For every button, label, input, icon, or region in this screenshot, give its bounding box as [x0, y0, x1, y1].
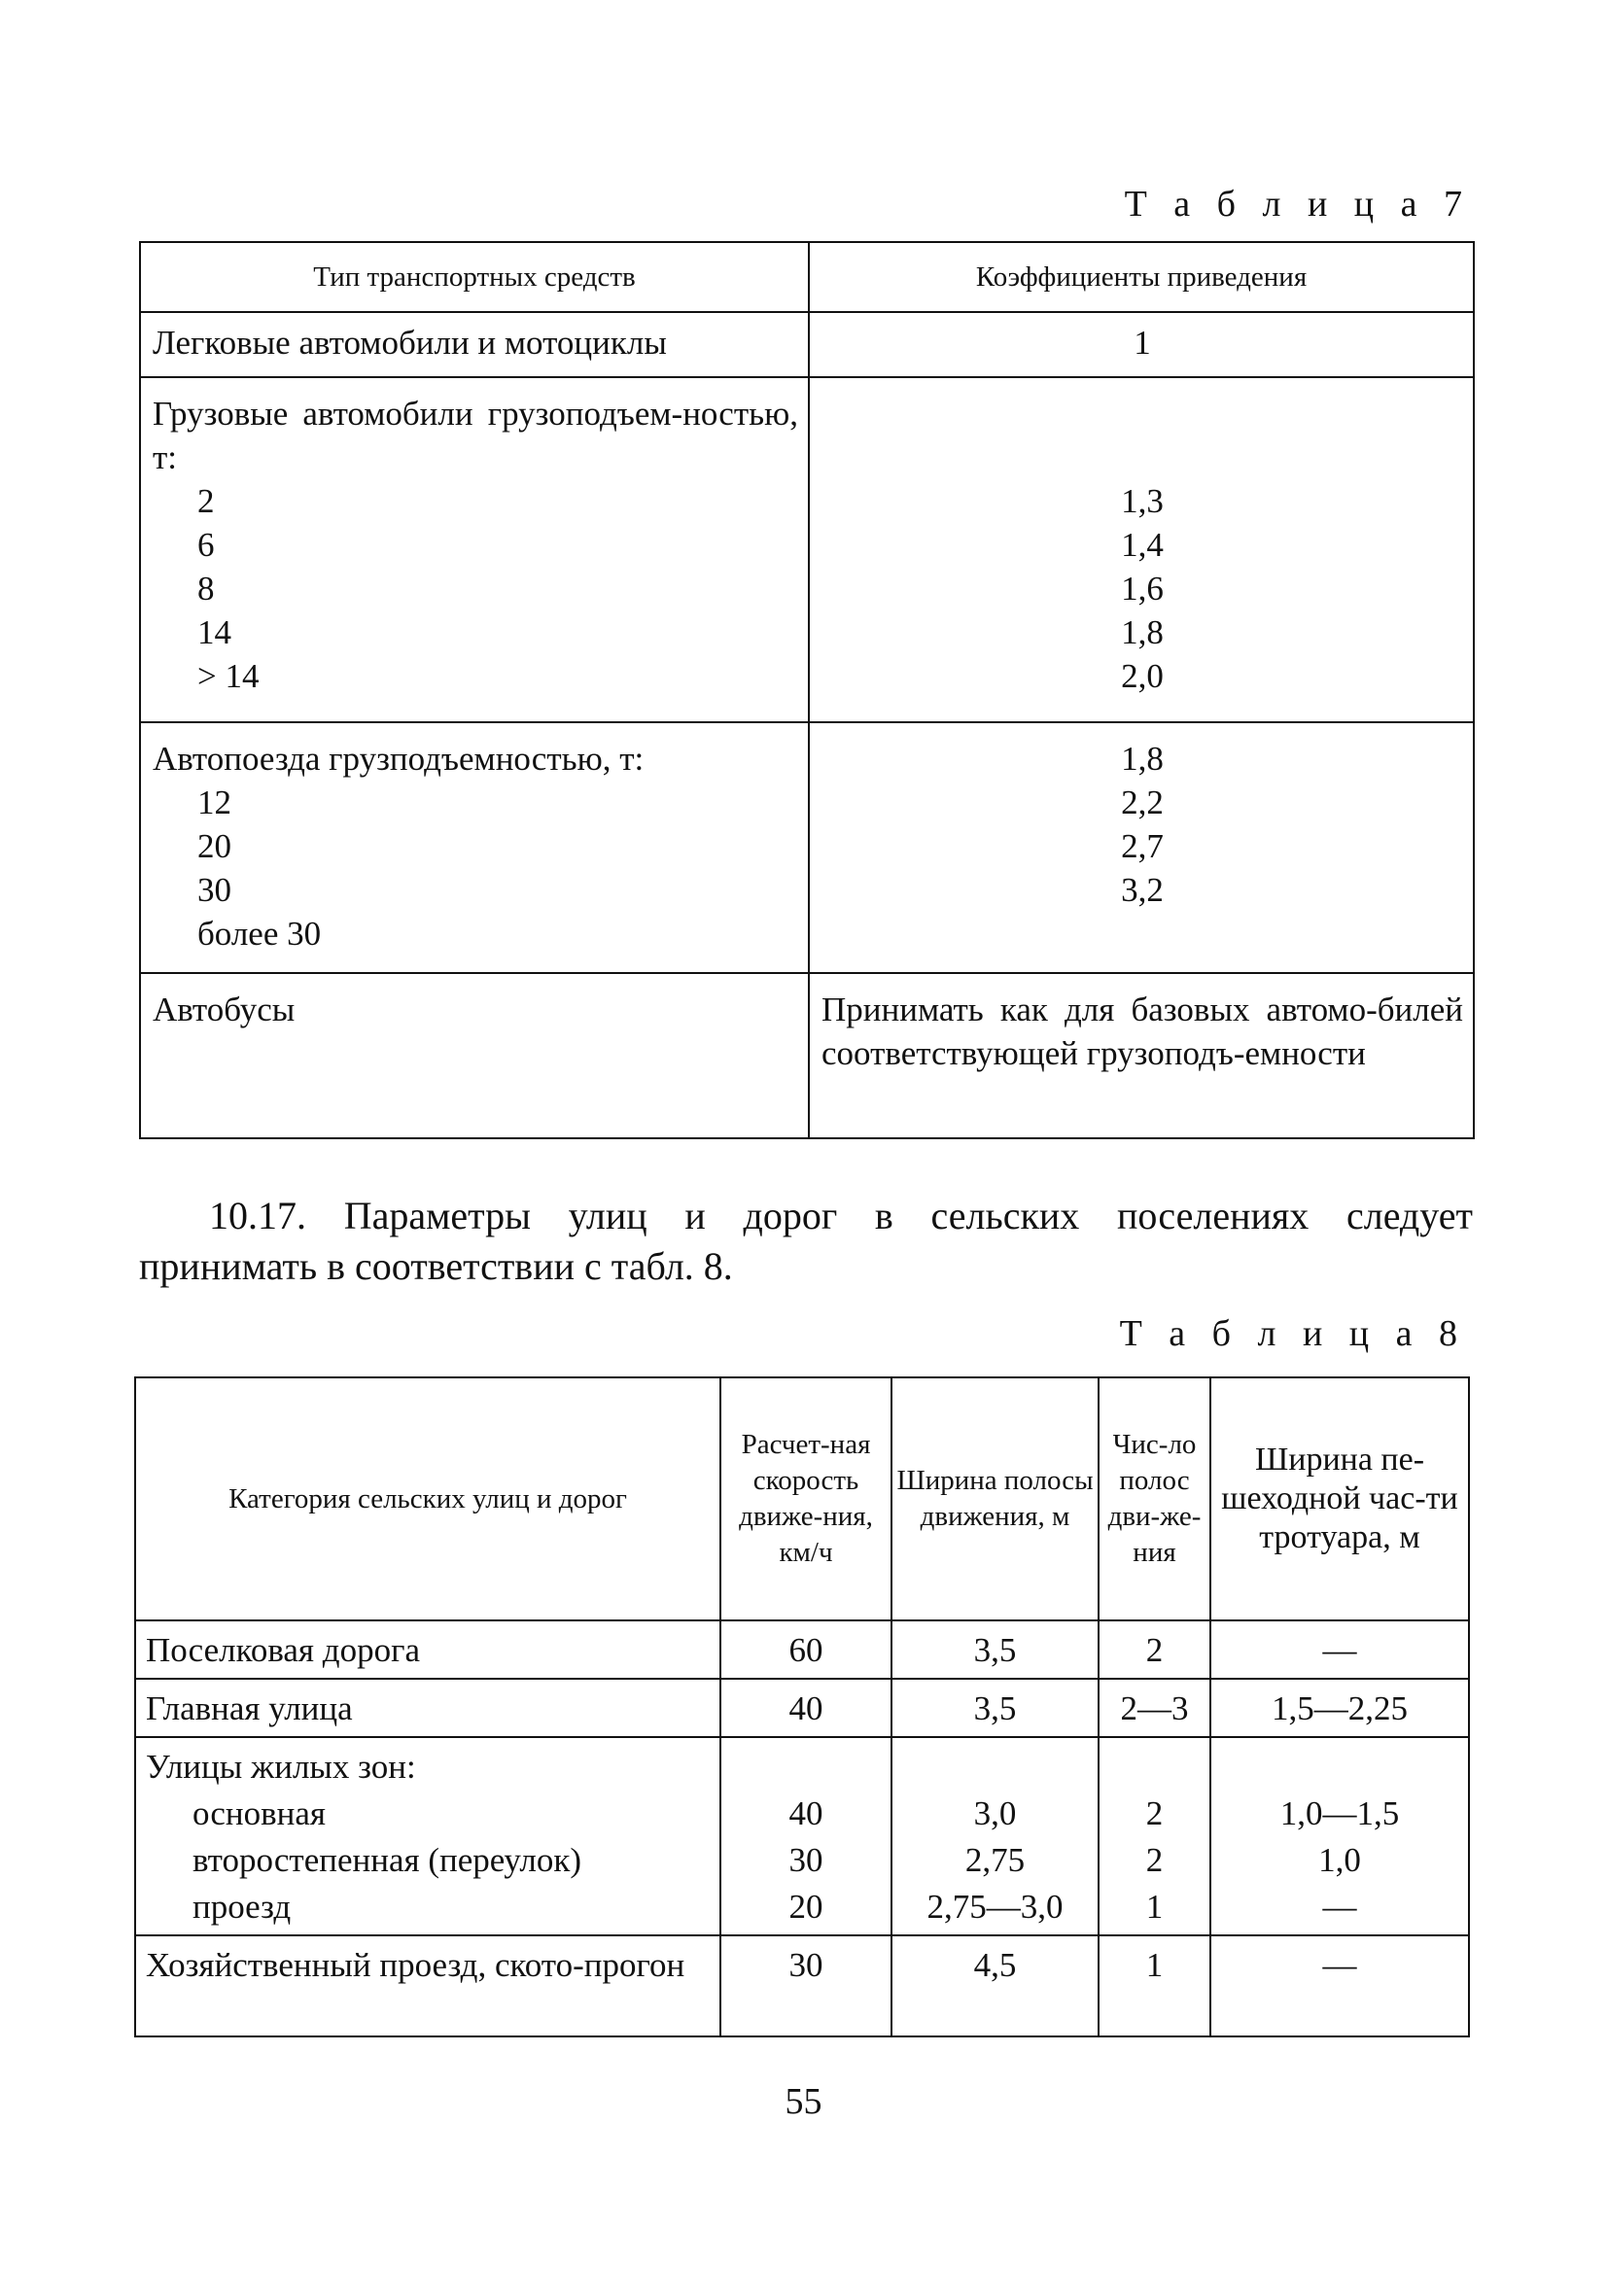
table7-row-cars: [140, 312, 1474, 377]
table7-truck-capacity: > 14: [197, 657, 260, 695]
table-row: [135, 1620, 1469, 1679]
table-row: [135, 1679, 1469, 1737]
table7-cars-cell: [809, 312, 1474, 377]
table8-header-category: Категория сельских улиц и дорог: [135, 1377, 720, 1620]
table7-header-vehicle-type: Тип транспортных средств: [140, 242, 809, 312]
table7-truck-coefficient: 1,8: [1121, 613, 1164, 651]
table8-row-lane-width: 4,5: [891, 1935, 1099, 2036]
table7-trucks-cell: [140, 377, 809, 722]
table7-train-capacity: более 30: [197, 915, 322, 953]
table7-buses-label: Автобусы: [140, 973, 809, 1138]
table7-row-trucks: [140, 377, 1474, 722]
table7-truck-coefficient: 1,6: [1121, 570, 1164, 608]
table8-row-lane-width: 3,5: [891, 1679, 1099, 1737]
table8-group-item-speed: 20: [788, 1888, 823, 1926]
table8-header-lane-width: Ширина полосы движения, м: [891, 1377, 1099, 1620]
table7-buses-value: Принимать как для базовых автомо-билей соответствующей грузоподъ-емности: [809, 973, 1474, 1138]
table7-truck-coefficient: 1,4: [1121, 526, 1164, 564]
table8-header-lanes: Чис-ло полос дви-же-ния: [1099, 1377, 1210, 1620]
table8-header-speed: Расчет-ная скорость движе-ния, км/ч: [720, 1377, 891, 1620]
table8-row-speed: 40: [720, 1679, 891, 1737]
table8-group-item-sidewalk: 1,0—1,5: [1279, 1794, 1400, 1832]
table7-truck-capacity: 14: [197, 613, 231, 651]
table8: [134, 1376, 1470, 2037]
table8-row-sidewalk: —: [1210, 1935, 1469, 2036]
paragraph-line-1: 10.17. Параметры улиц и дорог в сельских поселениях следует: [209, 1194, 1473, 1237]
table7: [139, 241, 1475, 1139]
table7-trains-values-cell: [809, 722, 1474, 973]
table8-header-sidewalk: Ширина пе-шеходной час-ти тротуара, м: [1210, 1377, 1469, 1620]
table8-group-item-lanes: 1: [1145, 1888, 1164, 1926]
table7-train-coefficient: 2,7: [1121, 827, 1164, 865]
paragraph-line-2: принимать в соответствии с табл. 8.: [139, 1244, 733, 1288]
table8-group-item-speed: 30: [788, 1841, 823, 1879]
table8-group-item-lanes: 2: [1145, 1794, 1164, 1832]
table7-cars-label: Легковые автомобили и мотоциклы: [140, 312, 809, 377]
table7-truck-coefficient: 1,3: [1121, 482, 1164, 520]
table8-row-name: Хозяйственный проезд, ското-прогон: [135, 1935, 720, 2036]
table8-row-sidewalk: —: [1210, 1620, 1469, 1679]
table-row: [135, 1935, 1469, 2036]
table8-group-item-lane-width: 2,75—3,0: [926, 1888, 1064, 1926]
table7-train-coefficient: 3,2: [1121, 871, 1164, 909]
table8-row-lanes: 2: [1099, 1620, 1210, 1679]
table8-row-speed: 30: [720, 1935, 891, 2036]
table8-row-sidewalk: 1,5—2,25: [1210, 1679, 1469, 1737]
table7-truck-capacity: 6: [197, 526, 215, 564]
table7-header-coefficient: Коэффициенты приведения: [809, 242, 1474, 312]
page-number: 55: [785, 2081, 822, 2122]
table8-group-names: [135, 1737, 720, 1935]
table8-group-item-sidewalk: 1,0: [1318, 1841, 1361, 1879]
table7-row-buses: [140, 973, 1474, 1138]
table7-train-capacity: 12: [197, 783, 231, 821]
table7-trains-cell: [140, 722, 809, 973]
table8-group-item-name: второстепенная (переулок): [192, 1841, 582, 1879]
table7-train-capacity: 20: [197, 827, 231, 865]
table8-header-row: [135, 1377, 1469, 1620]
table8-group-item-name: основная: [192, 1794, 327, 1832]
table8-row-name: Главная улица: [135, 1679, 720, 1737]
paragraph-10-17: [139, 1191, 1473, 1292]
table7-trucks-label: Грузовые автомобили грузоподъем-ностью, т:: [153, 395, 798, 476]
table7-caption: Т а б л и ц а 7: [1124, 184, 1471, 225]
table8-caption: Т а б л и ц а 8: [1119, 1313, 1466, 1354]
table7-header-row: [140, 242, 1474, 312]
table8-group-title: Улицы жилых зон:: [146, 1748, 416, 1786]
table7-trucks-values-cell: [809, 377, 1474, 722]
table7-train-coefficient: 2,2: [1121, 783, 1164, 821]
table7-truck-capacity: 8: [197, 570, 215, 608]
table7-truck-coefficient: 2,0: [1121, 657, 1164, 695]
table8-group-sidewalks: [1210, 1737, 1469, 1935]
table7-train-coefficient: 1,8: [1121, 740, 1164, 778]
table8-group-lanes: [1099, 1737, 1210, 1935]
table8-group-item-lanes: 2: [1145, 1841, 1164, 1879]
table8-row-lanes: 1: [1099, 1935, 1210, 2036]
table8-group-item-lane-width: 2,75: [964, 1841, 1026, 1879]
table7-trains-label: Автопоезда грузподъемностью, т:: [153, 740, 645, 778]
table8-group-speeds: [720, 1737, 891, 1935]
table8-row-lanes: 2—3: [1099, 1679, 1210, 1737]
table8-row-name: Поселковая дорога: [135, 1620, 720, 1679]
table7-truck-capacity: 2: [197, 482, 215, 520]
table8-group-item-name: проезд: [192, 1888, 292, 1926]
table7-train-capacity: 30: [197, 871, 231, 909]
table7-row-road-trains: [140, 722, 1474, 973]
table8-group-item-lane-width: 3,0: [973, 1794, 1017, 1832]
table8-row-speed: 60: [720, 1620, 891, 1679]
table8-group-row: [135, 1737, 1469, 1935]
table8-row-lane-width: 3,5: [891, 1620, 1099, 1679]
table8-group-lane-widths: [891, 1737, 1099, 1935]
table7-cars-value: 1: [1134, 324, 1151, 362]
table8-group-item-speed: 40: [788, 1794, 823, 1832]
table8-group-item-sidewalk: —: [1322, 1888, 1357, 1926]
